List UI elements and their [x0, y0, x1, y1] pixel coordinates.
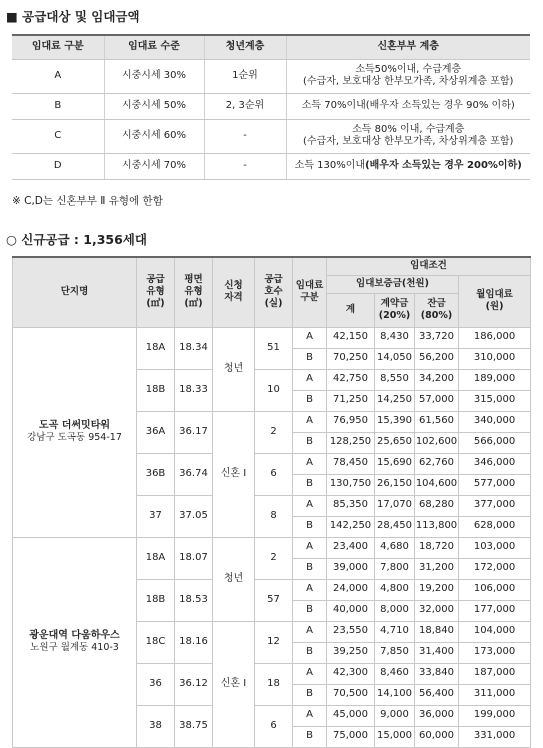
criteria-text: 소득 130%이내 — [294, 159, 366, 171]
balance: 31,400 — [415, 642, 459, 663]
supply-type: 37 — [137, 495, 175, 537]
down-payment: 14,050 — [375, 348, 415, 369]
rent-level: 시중시세 70% — [104, 153, 204, 179]
newlywed-criteria — [286, 153, 530, 179]
newlywed-criteria — [286, 93, 530, 119]
deposit-total: 78,450 — [327, 453, 375, 474]
balance: 56,400 — [415, 684, 459, 705]
unit-count: 2 — [255, 411, 293, 453]
header-deposit-total: 계 — [327, 293, 375, 327]
down-payment: 14,100 — [375, 684, 415, 705]
deposit-total: 24,000 — [327, 579, 375, 600]
monthly-rent: 187,000 — [459, 663, 531, 684]
deposit-total: 85,350 — [327, 495, 375, 516]
balance: 31,200 — [415, 558, 459, 579]
balance: 60,000 — [415, 726, 459, 747]
section2-title: ○ 신규공급 : 1,356세대 — [6, 232, 147, 247]
supply-type: 38 — [137, 705, 175, 747]
monthly-rent: 311,000 — [459, 684, 531, 705]
unit-count: 2 — [255, 537, 293, 579]
down-payment: 15,690 — [375, 453, 415, 474]
rent-type: D — [12, 153, 104, 179]
criteria-line: 소득 70%이내(배우자 소득있는 경우 90% 이하) — [301, 99, 515, 111]
down-payment: 15,390 — [375, 411, 415, 432]
area-type: 18.16 — [175, 621, 213, 663]
area-type: 36.17 — [175, 411, 213, 453]
supply-type: 18A — [137, 327, 175, 369]
area-type: 36.74 — [175, 453, 213, 495]
area-type: 38.75 — [175, 705, 213, 747]
deposit-total: 128,250 — [327, 432, 375, 453]
newlywed-criteria — [286, 59, 530, 93]
table-row — [12, 119, 530, 153]
balance: 104,600 — [415, 474, 459, 495]
rent-class: A — [293, 495, 327, 516]
rent-type: A — [12, 59, 104, 93]
qualification: 청년 — [213, 537, 255, 621]
deposit-total: 130,750 — [327, 474, 375, 495]
down-payment: 4,680 — [375, 537, 415, 558]
monthly-rent: 104,000 — [459, 621, 531, 642]
area-type: 18.53 — [175, 579, 213, 621]
deposit-total: 40,000 — [327, 600, 375, 621]
down-payment: 4,800 — [375, 579, 415, 600]
area-type: 18.33 — [175, 369, 213, 411]
unit-count: 8 — [255, 495, 293, 537]
unit-count: 57 — [255, 579, 293, 621]
balance: 34,200 — [415, 369, 459, 390]
down-payment: 14,250 — [375, 390, 415, 411]
rent-class: B — [293, 558, 327, 579]
rent-type: B — [12, 93, 104, 119]
rent-class: A — [293, 369, 327, 390]
balance: 62,760 — [415, 453, 459, 474]
deposit-total: 75,000 — [327, 726, 375, 747]
deposit-total: 42,150 — [327, 327, 375, 348]
header-rent-level: 임대료 수준 — [104, 35, 204, 59]
balance: 36,000 — [415, 705, 459, 726]
rent-class: A — [293, 453, 327, 474]
balance: 18,720 — [415, 537, 459, 558]
deposit-total: 39,250 — [327, 642, 375, 663]
rent-class: A — [293, 663, 327, 684]
supply-type: 18B — [137, 369, 175, 411]
down-payment: 8,000 — [375, 600, 415, 621]
unit-count: 6 — [255, 453, 293, 495]
rent-class: A — [293, 537, 327, 558]
header-monthly-rent: 월임대료 (원) — [459, 275, 531, 327]
monthly-rent: 177,000 — [459, 600, 531, 621]
header-supply-type: 공급 유형 (㎡) — [137, 257, 175, 327]
header-area-type: 평면 유형 (㎡) — [175, 257, 213, 327]
monthly-rent: 106,000 — [459, 579, 531, 600]
monthly-rent: 340,000 — [459, 411, 531, 432]
header-qualification: 신청 자격 — [213, 257, 255, 327]
balance: 33,720 — [415, 327, 459, 348]
rent-class: B — [293, 474, 327, 495]
down-payment: 7,800 — [375, 558, 415, 579]
down-payment: 15,000 — [375, 726, 415, 747]
table-row — [13, 537, 531, 558]
down-payment: 7,850 — [375, 642, 415, 663]
complex-cell — [13, 537, 137, 747]
down-payment: 17,070 — [375, 495, 415, 516]
deposit-total: 23,400 — [327, 537, 375, 558]
balance: 56,200 — [415, 348, 459, 369]
supply-type: 36 — [137, 663, 175, 705]
deposit-total: 39,000 — [327, 558, 375, 579]
monthly-rent: 566,000 — [459, 432, 531, 453]
header-youth: 청년계층 — [204, 35, 286, 59]
table-row — [13, 327, 531, 348]
header-conditions: 임대조건 — [327, 257, 531, 275]
rent-class: B — [293, 390, 327, 411]
header-complex: 단지명 — [13, 257, 137, 327]
balance: 113,800 — [415, 516, 459, 537]
complex-address: 강남구 도곡동 954-17 — [27, 432, 122, 444]
balance: 57,000 — [415, 390, 459, 411]
newlywed-criteria — [286, 119, 530, 153]
balance: 33,840 — [415, 663, 459, 684]
rent-class: B — [293, 726, 327, 747]
supply-type: 36B — [137, 453, 175, 495]
unit-count: 10 — [255, 369, 293, 411]
criteria-bold-text: (배우자 소득있는 경우 200%이하) — [365, 159, 522, 171]
rent-class: B — [293, 600, 327, 621]
complex-address: 노원구 월계동 410-3 — [30, 642, 119, 654]
balance: 18,840 — [415, 621, 459, 642]
criteria-line: 소득50%이내, 수급계층 — [355, 63, 462, 75]
rent-class: B — [293, 684, 327, 705]
down-payment: 28,450 — [375, 516, 415, 537]
balance: 19,200 — [415, 579, 459, 600]
criteria-line: 소득 80% 이내, 수급계층 — [352, 123, 465, 135]
monthly-rent: 173,000 — [459, 642, 531, 663]
monthly-rent: 628,000 — [459, 516, 531, 537]
youth-rank: 2, 3순위 — [204, 93, 286, 119]
rent-class: B — [293, 348, 327, 369]
header-down-payment: 계약금 (20%) — [375, 293, 415, 327]
deposit-total: 23,550 — [327, 621, 375, 642]
monthly-rent: 186,000 — [459, 327, 531, 348]
deposit-total: 71,250 — [327, 390, 375, 411]
table-row — [12, 153, 530, 179]
area-type: 37.05 — [175, 495, 213, 537]
area-type: 36.12 — [175, 663, 213, 705]
down-payment: 8,550 — [375, 369, 415, 390]
supply-table — [12, 256, 531, 748]
balance: 61,560 — [415, 411, 459, 432]
down-payment: 25,650 — [375, 432, 415, 453]
qualification: 신혼 I — [213, 621, 255, 747]
rent-type: C — [12, 119, 104, 153]
rent-level: 시중시세 60% — [104, 119, 204, 153]
monthly-rent: 346,000 — [459, 453, 531, 474]
table-row — [12, 59, 530, 93]
supply-type: 36A — [137, 411, 175, 453]
balance: 102,600 — [415, 432, 459, 453]
monthly-rent: 199,000 — [459, 705, 531, 726]
rent-class: B — [293, 432, 327, 453]
down-payment: 8,460 — [375, 663, 415, 684]
deposit-total: 42,750 — [327, 369, 375, 390]
area-type: 18.07 — [175, 537, 213, 579]
unit-count: 18 — [255, 663, 293, 705]
rent-level-table — [12, 34, 530, 180]
youth-rank: - — [204, 119, 286, 153]
down-payment: 8,430 — [375, 327, 415, 348]
rent-class: A — [293, 579, 327, 600]
monthly-rent: 377,000 — [459, 495, 531, 516]
rent-level: 시중시세 50% — [104, 93, 204, 119]
down-payment: 4,710 — [375, 621, 415, 642]
down-payment: 9,000 — [375, 705, 415, 726]
complex-name: 광운대역 다움하우스 — [29, 629, 120, 641]
header-balance: 잔금 (80%) — [415, 293, 459, 327]
deposit-total: 142,250 — [327, 516, 375, 537]
header-units: 공급 호수 (실) — [255, 257, 293, 327]
rent-class: B — [293, 642, 327, 663]
monthly-rent: 103,000 — [459, 537, 531, 558]
deposit-total: 70,500 — [327, 684, 375, 705]
rent-level: 시중시세 30% — [104, 59, 204, 93]
unit-count: 12 — [255, 621, 293, 663]
supply-type: 18C — [137, 621, 175, 663]
table-row — [12, 93, 530, 119]
criteria-line: (수급자, 보호대상 한부모가족, 차상위계층 포함) — [303, 136, 514, 147]
header-rent-class: 임대료 구분 — [293, 257, 327, 327]
complex-cell — [13, 327, 137, 537]
youth-rank: - — [204, 153, 286, 179]
complex-name: 도곡 더써밋타워 — [38, 419, 111, 431]
unit-count: 6 — [255, 705, 293, 747]
supply-type: 18B — [137, 579, 175, 621]
monthly-rent: 172,000 — [459, 558, 531, 579]
deposit-total: 70,250 — [327, 348, 375, 369]
balance: 32,000 — [415, 600, 459, 621]
rent-class: A — [293, 705, 327, 726]
deposit-total: 76,950 — [327, 411, 375, 432]
supply-type: 18A — [137, 537, 175, 579]
section1-title: ■ 공급대상 및 임대금액 — [6, 9, 140, 24]
criteria-line: (수급자, 보호대상 한부모가족, 차상위계층 포함) — [303, 76, 514, 87]
youth-rank: 1순위 — [204, 59, 286, 93]
monthly-rent: 189,000 — [459, 369, 531, 390]
monthly-rent: 577,000 — [459, 474, 531, 495]
monthly-rent: 331,000 — [459, 726, 531, 747]
header-rent-class: 임대료 구분 — [12, 35, 104, 59]
qualification: 청년 — [213, 327, 255, 411]
square-bullet-icon: ■ — [6, 9, 23, 24]
rent-class: A — [293, 621, 327, 642]
monthly-rent: 315,000 — [459, 390, 531, 411]
balance: 68,280 — [415, 495, 459, 516]
qualification: 신혼 I — [213, 411, 255, 537]
down-payment: 26,150 — [375, 474, 415, 495]
deposit-total: 42,300 — [327, 663, 375, 684]
circle-bullet-icon: ○ — [6, 232, 22, 247]
rent-class: A — [293, 411, 327, 432]
deposit-total: 45,000 — [327, 705, 375, 726]
footnote: ※ C,D는 신혼부부 Ⅱ 유형에 한함 — [12, 195, 163, 207]
header-newlywed: 신혼부부 계층 — [286, 35, 530, 59]
unit-count: 51 — [255, 327, 293, 369]
rent-class: A — [293, 327, 327, 348]
area-type: 18.34 — [175, 327, 213, 369]
header-deposit: 임대보증금(천원) — [327, 275, 459, 293]
monthly-rent: 310,000 — [459, 348, 531, 369]
rent-class: B — [293, 516, 327, 537]
